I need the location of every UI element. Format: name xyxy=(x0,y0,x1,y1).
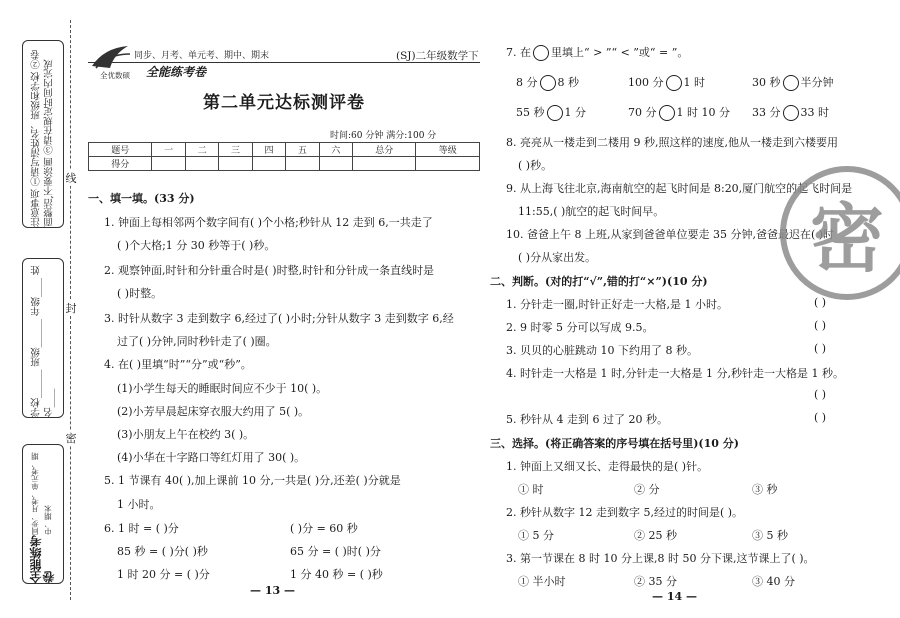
score-cell[interactable] xyxy=(286,157,319,171)
choice-option[interactable]: ② 分 xyxy=(634,483,660,496)
student-info-box: 学校______ 班级______ 年级____ 姓名____ xyxy=(22,258,64,418)
choice-question: 1. 钟面上又细又长、走得最快的是( )针。 xyxy=(506,460,709,473)
question-line: ( )个大格;1 分 30 秒等于( )秒。 xyxy=(117,239,276,252)
edition-label: (SJ)二年级数学下 xyxy=(396,50,479,62)
compare-left: 33 分 xyxy=(752,106,781,119)
brand-tagline: 同步、月考、单元考、期中、期末 xyxy=(134,51,270,61)
question-line: 11:55,( )航空的起飞时间早。 xyxy=(518,205,665,218)
compare-right: 8 秒 xyxy=(557,76,579,89)
score-header-cell: 五 xyxy=(286,143,319,157)
compare-item xyxy=(628,104,730,121)
compare-circle[interactable] xyxy=(547,105,563,121)
compare-right: 1 时 10 分 xyxy=(676,106,730,119)
choice-option[interactable]: ③ 秒 xyxy=(752,483,778,496)
compare-left: 70 分 xyxy=(628,106,657,119)
choice-option[interactable]: ② 25 秒 xyxy=(634,529,677,542)
judge-paren[interactable]: ( ) xyxy=(814,296,827,309)
compare-left: 55 秒 xyxy=(516,106,545,119)
school-label: 学校 xyxy=(31,398,42,417)
compare-item xyxy=(628,74,705,91)
question-line: 过了( )分钟,同时秒针走了( )圈。 xyxy=(117,335,277,348)
judge-paren[interactable]: ( ) xyxy=(814,388,827,401)
compare-item xyxy=(752,104,829,121)
judge-item: 1. 分针走一圈,时针正好走一大格,是 1 小时。 xyxy=(506,298,728,311)
side-char-mi: 密 xyxy=(65,432,77,445)
score-value-row xyxy=(89,157,480,171)
score-header-cell: 等级 xyxy=(416,143,480,157)
question-line: 3. 时针从数字 3 走到数字 6,经过了( )小时;分针从数字 3 走到数字 6,经 xyxy=(104,312,454,325)
brand-vertical: 全能练考卷 xyxy=(29,535,56,583)
page-number-left: — 13 — xyxy=(250,584,295,597)
notes-box xyxy=(22,40,64,228)
choice-option[interactable]: ③ 5 秒 xyxy=(752,529,788,542)
q7-instruction: 里填上“ > ”“ < ”或“ = ”。 xyxy=(551,46,689,59)
question-line: 5. 1 节课有 40( ),加上课前 10 分,一共是( )分,还差( )分就是 xyxy=(104,474,401,487)
score-cell[interactable] xyxy=(319,157,352,171)
choice-option[interactable]: ③ 40 分 xyxy=(752,575,795,588)
section-1-heading: 一、填一填。(33 分) xyxy=(88,192,195,205)
q6-item: 1 时 20 分 = ( )分 xyxy=(117,568,210,581)
score-cell[interactable] xyxy=(219,157,252,171)
judge-paren[interactable]: ( ) xyxy=(814,411,827,424)
choice-option[interactable]: ① 时 xyxy=(518,483,544,496)
q6-item: 6. 1 时 = ( )分 xyxy=(104,522,179,535)
compare-right: 1 分 xyxy=(564,106,586,119)
side-char-feng: 封 xyxy=(65,302,77,315)
compare-circle[interactable] xyxy=(540,75,556,91)
compare-right: 半分钟 xyxy=(800,76,834,89)
exam-meta: 时间:60 分钟 满分:100 分 xyxy=(330,131,437,141)
question-line: 1. 钟面上每相邻两个数字间有( )个小格;秒针从 12 走到 6,一共走了 xyxy=(104,216,433,229)
question-line: ( )秒。 xyxy=(518,159,553,172)
grade-label: 年级 xyxy=(31,296,42,316)
compare-left: 100 分 xyxy=(628,76,664,89)
class-label: 班级 xyxy=(31,347,42,367)
compare-circle[interactable] xyxy=(666,75,682,91)
score-cell[interactable] xyxy=(152,157,185,171)
section-2-heading: 二、判断。(对的打“√”,错的打“×”)(10 分) xyxy=(490,275,708,288)
judge-item: 3. 贝贝的心脏跳动 10 下约用了 8 秒。 xyxy=(506,344,698,357)
score-header-cell: 二 xyxy=(185,143,218,157)
score-cell[interactable] xyxy=(185,157,218,171)
brand-sub: 同步、月考、单元考、期中、期末 xyxy=(30,452,53,535)
choice-option[interactable]: ① 半小时 xyxy=(518,575,566,588)
compare-circle[interactable] xyxy=(533,45,549,61)
question-line: ( )时整。 xyxy=(117,287,163,300)
question-line: 4. 在( )里填“时”“分”或“秒”。 xyxy=(104,358,252,371)
question-line: 2. 观察钟面,时针和分针重合时是( )时整,时针和分针成一条直线时是 xyxy=(104,264,435,277)
question-line: (2)小芳早晨起床穿衣服大约用了 5( )。 xyxy=(117,405,310,418)
q6-item: 85 秒 = ( )分( )秒 xyxy=(117,545,208,558)
score-header-cell: 题号 xyxy=(89,143,152,157)
compare-item xyxy=(516,104,586,121)
judge-paren[interactable]: ( ) xyxy=(814,342,827,355)
name-label: 姓名 xyxy=(31,265,55,417)
score-header-cell: 三 xyxy=(219,143,252,157)
score-header-cell: 一 xyxy=(152,143,185,157)
section-3-heading: 三、选择。(将正确答案的序号填在括号里)(10 分) xyxy=(490,437,739,450)
question-line: 10. 爸爸上午 8 上班,从家到爸爸单位要走 35 分钟,爸爸最迟在( )时 xyxy=(506,228,835,241)
q6-item: 1 分 40 秒 = ( )秒 xyxy=(290,568,383,581)
compare-item xyxy=(752,74,834,91)
question-line: (3)小朋友上午在校约 3( )。 xyxy=(117,428,255,441)
side-char-xian: 线 xyxy=(65,172,77,185)
score-table xyxy=(88,142,480,171)
compare-circle[interactable] xyxy=(783,75,799,91)
score-cell[interactable] xyxy=(252,157,285,171)
compare-item xyxy=(516,74,579,91)
question-line: ( )分从家出发。 xyxy=(518,251,597,264)
q7-label: 7. 在 xyxy=(506,46,531,59)
confidential-stamp xyxy=(780,166,900,300)
score-header-cell: 六 xyxy=(319,143,352,157)
judge-paren[interactable]: ( ) xyxy=(814,319,827,332)
judge-item: 2. 9 时零 5 分可以写成 9.5。 xyxy=(506,321,654,334)
score-header-cell: 四 xyxy=(252,143,285,157)
choice-option[interactable]: ② 35 分 xyxy=(634,575,677,588)
compare-circle[interactable] xyxy=(783,105,799,121)
judge-item: 5. 秒针从 4 走到 6 过了 20 秒。 xyxy=(506,413,668,426)
notes-text: 注意事项 ①请写清姓名、班级和学校 ②卷面整洁,不要涂画 ③请在规定时间内完成 xyxy=(31,49,55,227)
exam-title: 第二单元达标测评卷 xyxy=(203,93,365,113)
score-row-label: 得分 xyxy=(89,157,152,171)
choice-option[interactable]: ① 5 分 xyxy=(518,529,554,542)
judge-item: 4. 时针走一大格是 1 时,分针走一大格是 1 分,秒针走一大格是 1 秒。 xyxy=(506,367,844,380)
q6-item: 65 分 = ( )时( )分 xyxy=(290,545,381,558)
compare-left: 8 分 xyxy=(516,76,538,89)
question-line: 1 小时。 xyxy=(117,498,161,511)
compare-right: 1 时 xyxy=(683,76,705,89)
score-cell[interactable] xyxy=(353,157,416,171)
compare-circle[interactable] xyxy=(659,105,675,121)
brand-box xyxy=(22,444,64,584)
choice-question: 2. 秒针从数字 12 走到数字 5,经过的时间是( )。 xyxy=(506,506,744,519)
compare-left: 30 秒 xyxy=(752,76,781,89)
q7-intro xyxy=(506,44,688,61)
header-rule xyxy=(88,62,480,63)
choice-question: 3. 第一节课在 8 时 10 分上课,8 时 50 分下课,这节课上了( )。 xyxy=(506,552,815,565)
question-line: (1)小学生每天的睡眠时间应不少于 10( )。 xyxy=(117,382,328,395)
question-line: 8. 亮亮从一楼走到二楼用 9 秒,照这样的速度,他从一楼走到六楼要用 xyxy=(506,136,838,149)
score-cell[interactable] xyxy=(416,157,480,171)
question-line: (4)小华在十字路口等红灯用了 30( )。 xyxy=(117,451,306,464)
page-number-right: — 14 — xyxy=(652,590,697,603)
compare-right: 33 时 xyxy=(800,106,829,119)
q6-item: ( )分 = 60 秒 xyxy=(290,522,358,535)
stamp-char: 密 xyxy=(810,196,884,282)
question-line: 9. 从上海飞往北京,海南航空的起飞时间是 8:20,厦门航空的起飞时间是 xyxy=(506,182,853,195)
series-name: 全能练考卷 xyxy=(146,65,207,79)
score-header-cell: 总分 xyxy=(353,143,416,157)
binding-strip xyxy=(0,0,82,618)
brand-name: 全优数硕 xyxy=(100,71,130,80)
score-header-row xyxy=(89,143,480,157)
